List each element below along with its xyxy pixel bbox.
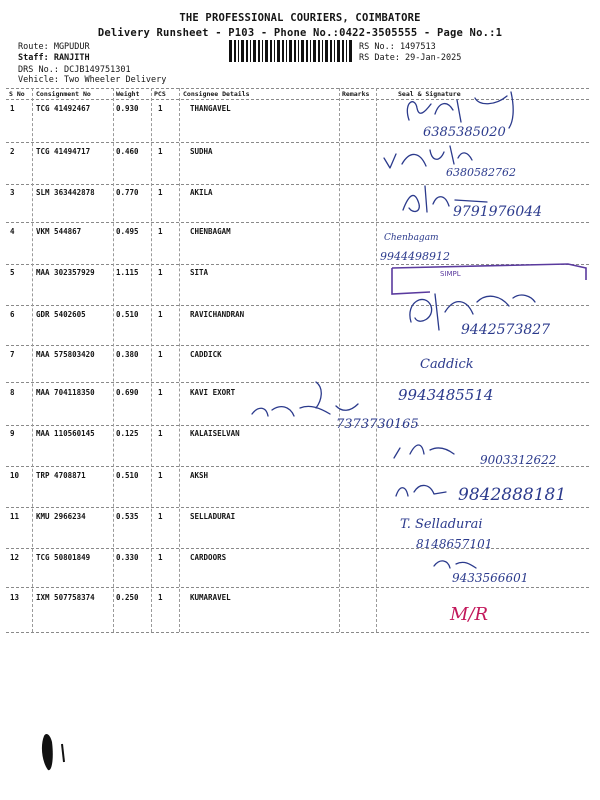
- header-remarks: Remarks: [342, 90, 370, 98]
- runsheet-subtitle: Delivery Runsheet - P103 - Phone No.:0422-3505555 - Page No.:1: [97, 27, 503, 39]
- cell-pcs: 1: [158, 593, 163, 602]
- barcode-bar: [310, 40, 311, 62]
- handwritten-name: Caddick: [420, 357, 474, 372]
- cell-weight: 0.125: [116, 429, 139, 438]
- cell-consignment: KMU 2966234: [36, 512, 86, 521]
- cell-consignee: SITA: [190, 268, 209, 277]
- cell-consignment: TCG 41494717: [36, 147, 91, 156]
- barcode-bar: [342, 40, 344, 62]
- cell-pcs: 1: [158, 147, 163, 156]
- cell-sno: 9: [10, 429, 15, 438]
- cell-weight: 0.495: [116, 227, 139, 236]
- signature-row-7: [418, 350, 528, 374]
- ink-mark: [38, 728, 78, 774]
- handwritten-phone: 6380582762: [446, 166, 516, 179]
- cell-consignee: AKILA: [190, 188, 213, 197]
- cell-consignment: MAA 110560145: [36, 429, 95, 438]
- cell-sno: 12: [10, 553, 20, 562]
- cell-weight: 0.770: [116, 188, 139, 197]
- table-top-rule: [6, 88, 589, 89]
- handwritten-phone: 8148657101: [416, 537, 493, 551]
- mr-mark-text: M/R: [450, 604, 489, 625]
- cell-sno: 8: [10, 388, 15, 397]
- cell-consignee: CHENBAGAM: [190, 227, 231, 236]
- header-consignment: Consignment No: [36, 90, 91, 98]
- handwritten-phone: 6385385020: [423, 125, 506, 140]
- cell-sno: 7: [10, 350, 15, 359]
- cell-pcs: 1: [158, 471, 163, 480]
- signature-row-12: [430, 554, 580, 588]
- barcode-bar: [241, 40, 244, 62]
- signature-row-10: [392, 474, 592, 508]
- signature-row-4: [378, 228, 498, 266]
- cell-consignee: CARDOORS: [190, 553, 227, 562]
- cell-consignment: TCG 41492467: [36, 104, 91, 113]
- cell-sno: 1: [10, 104, 15, 113]
- cell-weight: 0.930: [116, 104, 139, 113]
- cell-pcs: 1: [158, 388, 163, 397]
- barcode-bar: [229, 40, 232, 62]
- column-divider: [151, 88, 152, 632]
- cell-weight: 0.460: [116, 147, 139, 156]
- barcode-bar: [306, 40, 308, 62]
- barcode-bar: [322, 40, 323, 62]
- barcode-bar: [318, 40, 320, 62]
- handwritten-phone: 9791976044: [453, 204, 543, 220]
- barcode-bar: [277, 40, 280, 62]
- cell-pcs: 1: [158, 553, 163, 562]
- barcode-bar: [265, 40, 268, 62]
- cell-pcs: 1: [158, 268, 163, 277]
- row-divider: [6, 345, 589, 346]
- cell-sno: 6: [10, 310, 15, 319]
- table-bottom-rule: [6, 632, 589, 633]
- barcode-bar: [298, 40, 299, 62]
- barcode-bar: [289, 40, 292, 62]
- barcode-image: [229, 40, 354, 62]
- column-divider: [32, 88, 33, 632]
- barcode-bar: [294, 40, 296, 62]
- barcode-bar: [301, 40, 304, 62]
- cell-consignment: TRP 4708871: [36, 471, 86, 480]
- cell-weight: 0.535: [116, 512, 139, 521]
- cell-consignment: SLM 363442878: [36, 188, 95, 197]
- cell-consignee: SELLADURAI: [190, 512, 236, 521]
- drs-number: DRS No.: DCJB149751301: [18, 65, 131, 75]
- cell-pcs: 1: [158, 227, 163, 236]
- handwritten-phone: 9003312622: [480, 453, 557, 467]
- signature-row-1: [395, 92, 595, 140]
- column-divider: [376, 88, 377, 632]
- rs-date: RS Date: 29-Jan-2025: [359, 53, 462, 63]
- cell-consignment: MAA 704118350: [36, 388, 95, 397]
- handwritten-phone: 9442573827: [461, 322, 551, 338]
- cell-sno: 2: [10, 147, 15, 156]
- barcode-bar: [270, 40, 272, 62]
- cell-weight: 0.510: [116, 310, 139, 319]
- column-divider: [179, 88, 180, 632]
- barcode-bar: [325, 40, 328, 62]
- signature-row-2: [380, 140, 580, 180]
- barcode-bar: [258, 40, 260, 62]
- route-label: Route: MGPUDUR: [18, 42, 90, 52]
- header-weight: Weight: [116, 90, 140, 98]
- handwritten-name: T. Selladurai: [400, 517, 483, 532]
- mr-mark: [448, 600, 508, 626]
- cell-consignee: KALAISELVAN: [190, 429, 240, 438]
- cell-consignee: AKSH: [190, 471, 209, 480]
- svg-text:SIMPL: SIMPL: [440, 270, 461, 278]
- cell-sno: 3: [10, 188, 15, 197]
- barcode-bar: [253, 40, 256, 62]
- barcode-bar: [346, 40, 347, 62]
- cell-consignment: MAA 302357929: [36, 268, 95, 277]
- cell-consignee: RAVICHANDRAN: [190, 310, 245, 319]
- cell-consignment: GDR 5402605: [36, 310, 86, 319]
- cell-pcs: 1: [158, 512, 163, 521]
- header-pcs: PCS: [154, 90, 166, 98]
- signature-row-9: [390, 430, 570, 470]
- column-divider: [339, 88, 340, 632]
- barcode-bar: [274, 40, 275, 62]
- handwritten-phone: 9944498912: [380, 250, 450, 263]
- rs-number: RS No.: 1497513: [359, 42, 436, 52]
- cell-weight: 0.330: [116, 553, 139, 562]
- barcode-bar: [330, 40, 332, 62]
- cell-pcs: 1: [158, 310, 163, 319]
- column-divider: [113, 88, 114, 632]
- cell-consignee: SUDHA: [190, 147, 213, 156]
- barcode-bar: [238, 40, 239, 62]
- vehicle-label: Vehicle: Two Wheeler Delivery: [18, 75, 167, 85]
- cell-pcs: 1: [158, 188, 163, 197]
- cell-pcs: 1: [158, 350, 163, 359]
- cell-consignment: TCG 50801849: [36, 553, 91, 562]
- barcode-bar: [313, 40, 316, 62]
- barcode-bar: [246, 40, 248, 62]
- header-seal-signature: Seal & Signature: [398, 90, 461, 98]
- cell-consignment: VKM 544867: [36, 227, 82, 236]
- cell-consignee: THANGAVEL: [190, 104, 231, 113]
- cell-consignment: IXM 507758374: [36, 593, 95, 602]
- header-consignee: Consignee Details: [183, 90, 250, 98]
- staff-label: Staff: RANJITH: [18, 53, 90, 63]
- cell-weight: 0.380: [116, 350, 139, 359]
- barcode-bar: [334, 40, 335, 62]
- cell-weight: 0.690: [116, 388, 139, 397]
- barcode-bar: [250, 40, 251, 62]
- cell-pcs: 1: [158, 429, 163, 438]
- cell-consignee: CADDICK: [190, 350, 222, 359]
- header-sno: S No: [9, 90, 25, 98]
- cell-weight: 1.115: [116, 268, 139, 277]
- cell-consignee: KAVI EXORT: [190, 388, 236, 397]
- barcode-bar: [234, 40, 236, 62]
- barcode-bar: [349, 40, 352, 62]
- cell-pcs: 1: [158, 104, 163, 113]
- handwritten-phone: 9842888181: [458, 485, 567, 505]
- cell-sno: 10: [10, 471, 20, 480]
- cell-sno: 11: [10, 512, 20, 521]
- barcode-bar: [262, 40, 263, 62]
- barcode-bar: [282, 40, 284, 62]
- cell-weight: 0.250: [116, 593, 139, 602]
- cell-sno: 13: [10, 593, 20, 602]
- cell-consignment: MAA 575803420: [36, 350, 95, 359]
- barcode-bar: [337, 40, 340, 62]
- company-title: THE PROFESSIONAL COURIERS, COIMBATORE: [179, 12, 421, 24]
- cell-consignee: KUMARAVEL: [190, 593, 231, 602]
- signature-row-8: [250, 378, 530, 434]
- handwritten-phone: 9433566601: [452, 571, 529, 585]
- barcode-bar: [286, 40, 287, 62]
- cell-weight: 0.510: [116, 471, 139, 480]
- handwritten-name: Chenbagam: [384, 233, 439, 243]
- signature-row-11: [398, 512, 558, 552]
- signature-row-3: [395, 180, 595, 224]
- cell-sno: 4: [10, 227, 15, 236]
- signature-row-6: [405, 282, 595, 342]
- handwritten-phone: 7373730165: [336, 417, 419, 432]
- handwritten-phone: 9943485514: [398, 386, 494, 404]
- cell-sno: 5: [10, 268, 15, 277]
